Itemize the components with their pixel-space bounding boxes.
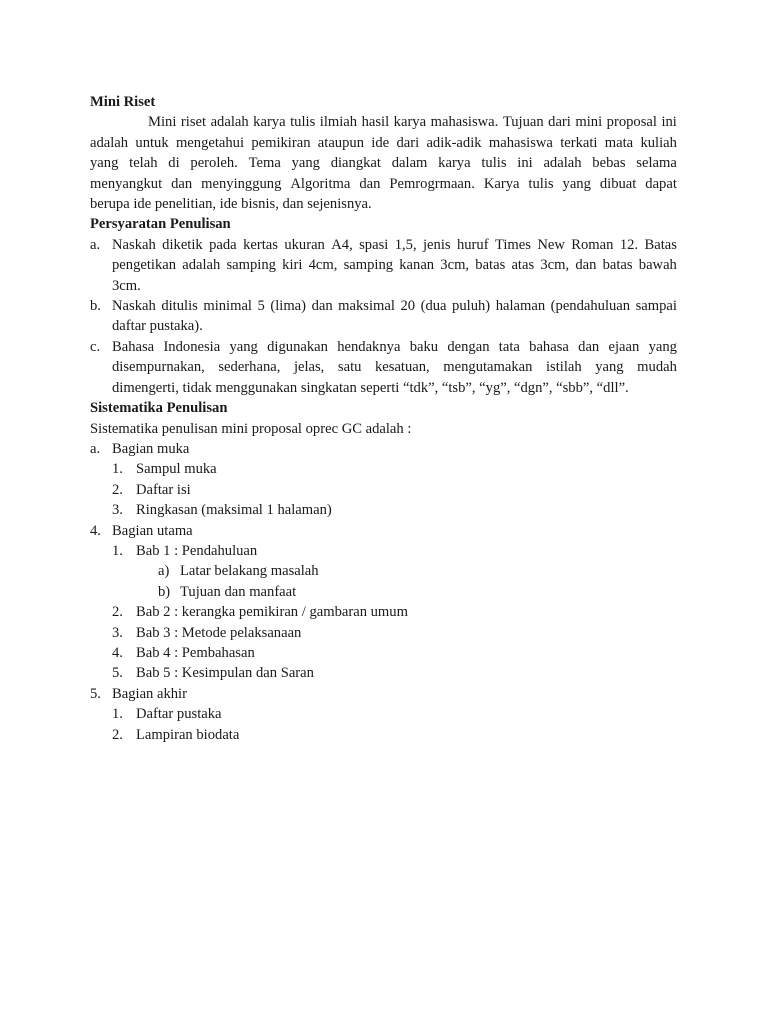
word: mahasiswa. [430,114,499,131]
word: pengetikan [112,257,177,274]
text-line: Bab 5 : Kesimpulan dan Saran [136,665,314,682]
word: telah [129,155,158,172]
section-heading: Persyaratan Penulisan [90,216,231,233]
word: mahasiswa [488,134,553,151]
list-item [90,337,677,398]
word: Batas [644,236,677,253]
word: spasi [359,236,389,253]
word: baku [409,338,439,355]
list-item [90,500,677,520]
word: Times [494,236,531,253]
word: yang [648,338,677,355]
word: A4, [331,236,353,253]
word: istilah [545,359,582,376]
list-item [90,541,677,561]
word: adik-adik [426,134,482,151]
text-line: dimengerti, tidak menggunakan singkatan seperti “tdk”, “tsb”, “yg”, “dgn”, “sbb”, “dll”. [112,379,629,396]
text-line [112,235,677,255]
word: huruf [456,236,489,253]
word: ejaan [608,338,640,355]
text-line: Bagian muka [112,440,190,457]
word: sederhana, [218,359,281,376]
list-item-text [112,235,677,296]
list-item-text [112,521,677,541]
word: bawah [638,257,677,274]
text-line: Latar belakang masalah [180,563,319,580]
word: tata [498,338,520,355]
text-line [112,357,677,377]
text-line [112,296,677,316]
list-marker: 3. [112,624,123,641]
list-marker: a. [90,236,101,253]
word: yang [562,175,591,192]
word: sampai [635,298,677,315]
text-line: Bagian utama [112,522,193,539]
word: dari [548,114,571,131]
list-item [90,602,677,622]
word: Roman [571,236,614,253]
word: pemikiran [251,134,311,151]
word: di [168,155,180,172]
word: ini [661,114,677,131]
text-line [112,337,677,357]
list-marker: 5. [112,665,123,682]
word: pada [209,236,237,253]
word: ilmiah [319,114,358,131]
word: selama [636,155,677,172]
list-marker: b. [90,298,101,315]
word: batas [602,257,633,274]
list-item [90,582,677,602]
list-marker: 5. [90,685,101,702]
word: dapat [645,175,677,192]
list-marker: a. [90,440,101,457]
list-item-text [136,480,677,500]
word: kanan [399,257,435,274]
word: Naskah [112,298,156,315]
word: mengutamakan [443,359,533,376]
word: kuliah [640,134,677,151]
list-item-text [136,725,677,745]
text-line [112,255,677,275]
word: (lima) [270,298,307,315]
text-line: Bab 2 : kerangka pemikiran / gambaran umum [136,604,408,621]
text-line [90,133,677,153]
text-line: Bab 1 : Pendahuluan [136,542,258,559]
list-item-text [112,337,677,398]
list-item-text [136,459,677,479]
word: dan [578,338,600,355]
word: diangkat [330,155,381,172]
text-line: Ringkasan (maksimal 1 halaman) [136,502,332,519]
word: menyangkut [90,175,163,192]
word: dan [311,298,333,315]
text-line: Bab 3 : Metode pelaksanaan [136,624,302,641]
text-line: Sampul muka [136,461,217,478]
word: New [537,236,565,253]
word: mata [604,134,634,151]
list-item [90,459,677,479]
list-item [90,439,677,459]
word: yang [291,155,320,172]
text-line: daftar pustaka). [112,318,203,335]
paragraph [90,419,677,439]
word: Naskah [112,236,156,253]
list-item [90,521,677,541]
list-item [90,643,677,663]
word: 12. [619,236,639,253]
word: menyinggung [201,175,282,192]
list-item [90,663,677,683]
list-item-text [180,582,677,602]
word: dengan [447,338,490,355]
word: mudah [637,359,677,376]
word: satu [337,359,362,376]
word: riset [180,114,207,131]
word: 1,5, [394,236,417,253]
list-item [90,296,677,337]
word: jenis [422,236,451,253]
list-item-text [136,541,677,561]
word: adalah [182,257,221,274]
list-item-text [136,704,677,724]
list-item [90,623,677,643]
list-marker: 3. [112,502,123,519]
word: yang [595,359,624,376]
text-line: berupa ide penelitian, ide bisnis, dan sejenisnya. [90,196,372,213]
word: puluh) [452,298,491,315]
list-item-text [136,643,677,663]
list-item-text [136,623,677,643]
word: Karya [483,175,520,192]
word: adalah [90,134,129,151]
word: ide [371,134,390,151]
word: Algoritma [290,175,351,192]
list-item [90,235,677,296]
document-body [90,92,677,745]
text-line [90,174,677,194]
list-marker: 2. [112,726,123,743]
list-item [90,684,677,704]
list-item [90,561,677,581]
word: Pemrogrmaan. [389,175,475,192]
list-item-text [136,663,677,683]
word: dibuat [599,175,637,192]
list-marker: 2. [112,604,123,621]
list-item [90,725,677,745]
word: 4cm, [308,257,338,274]
word: dan [171,175,193,192]
list-item-text [136,602,677,622]
word: batas [475,257,506,274]
word: dari [396,134,420,151]
word: Bahasa [112,338,155,355]
list-item-text [180,561,677,581]
word: maksimal [338,298,395,315]
word: ukuran [284,236,325,253]
list-item-text [112,684,677,704]
word: tulis [528,175,554,192]
word: ataupun [317,134,364,151]
word: ditulis [161,298,198,315]
word: atas [511,257,535,274]
word: Tema [248,155,281,172]
word: yang [229,338,258,355]
word: diketik [162,236,203,253]
list-item-text [112,439,677,459]
word: samping [226,257,276,274]
word: hasil [361,114,390,131]
word: terkati [560,134,598,151]
word: mengetahui [175,134,245,151]
word: adalah [210,114,249,131]
section-heading: Sistematika Penulisan [90,400,228,417]
word: jelas, [293,359,325,376]
word: bahasa [529,338,569,355]
word: samping [343,257,394,274]
list-marker: 4. [112,644,123,661]
list-marker: 2. [112,481,123,498]
word: peroleh. [190,155,238,172]
list-marker: 4. [90,522,101,539]
word: dan [359,175,381,192]
paragraph [90,112,677,214]
text-line: Lampiran biodata [136,726,240,743]
word: Mini [148,114,177,131]
word: Indonesia [163,338,221,355]
word: digunakan [267,338,328,355]
word: kesatuan, [374,359,430,376]
section-heading: Mini Riset [90,94,156,110]
word: tulis [290,114,316,131]
list-marker: 1. [112,706,123,723]
word: hendaknya [337,338,401,355]
text-line: Sistematika penulisan mini proposal oprec GC adalah : [90,420,412,437]
word: halaman [495,298,546,315]
word: (pendahuluan [550,298,631,315]
word: minimal [203,298,252,315]
word: karya [393,114,427,131]
list-marker: b) [158,583,171,600]
word: 5 [257,298,265,315]
word: 3cm, [540,257,570,274]
text-line: Bagian akhir [112,685,187,702]
word: adalah [543,155,582,172]
word: proposal [606,114,657,131]
word: untuk [135,134,169,151]
list-marker: 1. [112,542,123,559]
word: mini [575,114,603,131]
word: karya [253,114,286,131]
word: (dua [420,298,447,315]
list-item-text [136,500,677,520]
text-line: Bab 4 : Pembahasan [136,644,255,661]
word: disempurnakan, [112,359,205,376]
list-item-text [112,296,677,337]
text-line: Tujuan dan manfaat [180,583,297,600]
list-item [90,704,677,724]
text-line [90,153,677,173]
word: kiri [282,257,303,274]
text-line [90,112,677,132]
word: bebas [592,155,626,172]
word: yang [90,155,119,172]
word: dalam [391,155,428,172]
word: kertas [243,236,278,253]
text-line: Daftar pustaka [136,706,222,723]
word: karya [438,155,471,172]
word: dan [575,257,597,274]
word: 20 [400,298,416,315]
list-marker: c. [90,338,101,355]
word: 3cm, [440,257,470,274]
word: ini [517,155,533,172]
list-marker: 1. [112,461,123,478]
text-line: Daftar isi [136,481,191,498]
list-marker: a) [158,563,170,580]
word: tulis [481,155,507,172]
list-item [90,480,677,500]
word: Tujuan [502,114,544,131]
text-line: 3cm. [112,277,141,294]
